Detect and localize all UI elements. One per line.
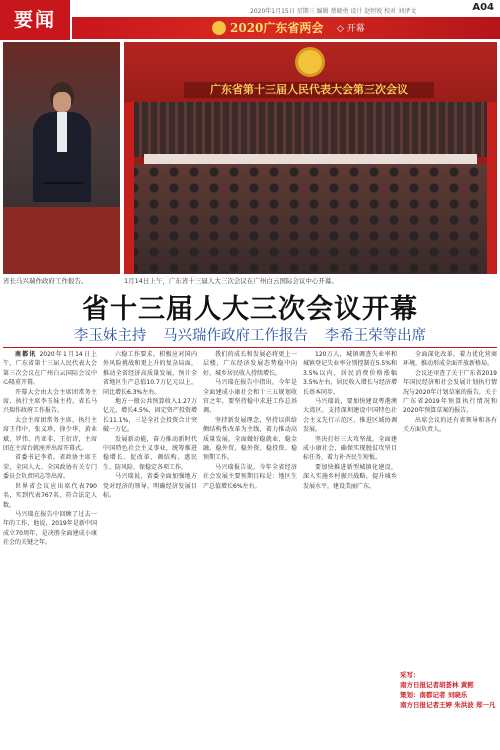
assembly-hall-photo bbox=[124, 42, 497, 274]
credit-line bbox=[400, 700, 496, 710]
column-4 bbox=[303, 350, 397, 746]
paragraph bbox=[3, 482, 97, 510]
paragraph-text: 全面深化改革，着力优化营商环境，推动形成全面开放新格局。 bbox=[403, 351, 497, 368]
paragraph bbox=[403, 369, 497, 416]
banner bbox=[72, 17, 500, 39]
credit-role: 南方日报记者 bbox=[400, 701, 439, 709]
credit-line bbox=[400, 670, 496, 680]
credit-names: 王婷 朱洪波 郑一凡 bbox=[439, 701, 496, 709]
paragraph-text: 120万人，城镇调查失业率和城镇登记失业率分别控制在5.5%和3.5%以内，居民消费价格涨幅3.5%左右，居民收入增长与经济增长基本同步。 bbox=[303, 351, 397, 396]
paragraph bbox=[3, 350, 97, 388]
page-number: A04 bbox=[472, 2, 494, 13]
paragraph bbox=[103, 435, 197, 473]
microphones bbox=[43, 182, 83, 210]
paragraph-text: 大会主席团常务主席、执行主席王伟中、张义珍、徐少华、黄业斌、罗伟、肖亚非、王衍诗，主席团在主席台就座并出席开幕式。 bbox=[3, 416, 97, 453]
paragraph-text: 开幕大会由大会主席团常务主席、执行主席李玉妹主持，省长马兴瑞作政府工作报告。 bbox=[3, 388, 97, 415]
paragraph-text: 马兴瑞在报告中回顾了过去一年的工作，他说，2019年是新中国成立70周年，是决胜全面建成小康社会的关键之年。 bbox=[3, 510, 97, 547]
credits bbox=[400, 670, 496, 710]
paragraph-text: 要加快推进新型城镇化建设，深入实施乡村振兴战略，提升城乡发展水平，建设美丽广东。 bbox=[303, 463, 397, 490]
audience-seats bbox=[124, 164, 497, 274]
paragraph-text: 世界省会议应出席代表790名，实到代表767名，符合法定人数。 bbox=[3, 482, 97, 509]
subhead-3: 李希王荣等出席 bbox=[324, 328, 427, 344]
paragraph bbox=[3, 510, 97, 548]
credit-role: 采写： bbox=[400, 671, 420, 679]
paragraph-text: 发展新动能，奋力推动新时代中国特色社会主义事业，统筹推进稳增长、促改革、调结构、惠民生、防风险、保稳定各项工作。 bbox=[103, 435, 197, 471]
headline: 省十三届人大三次会议开幕 bbox=[82, 294, 418, 325]
paragraph bbox=[303, 397, 397, 435]
credit-line bbox=[400, 690, 496, 700]
paragraph bbox=[303, 463, 397, 491]
paragraph bbox=[3, 416, 97, 454]
paragraph-text: 会议还审查了关于广东省2019年国民经济和社会发展计划执行情况与2020年计划草案的报告，关于广东省2019年预算执行情况和2020年预算草案的报告。 bbox=[403, 369, 497, 415]
banner-title: 2020广东省两会 bbox=[230, 21, 324, 35]
credit-line bbox=[400, 680, 496, 690]
column-2 bbox=[103, 350, 197, 746]
paragraph-text: 坚持新发展理念，坚持以供给侧结构性改革为主线，着力推动高质量发展，全面做好稳就业、稳金融、稳外贸、稳外资、稳投资、稳预期工作。 bbox=[203, 416, 297, 462]
paragraph-text: 我们的成长和发展必将更上一层楼，广东经济发展态势稳中向好，城乡居民收入持续增长。 bbox=[203, 351, 297, 377]
paragraph-text: 马兴瑞说，要加快建设粤港澳大湾区，支持深圳建设中国特色社会主义先行示范区，推进区域协调发展。 bbox=[303, 398, 397, 434]
podium bbox=[3, 207, 120, 274]
paragraph bbox=[403, 350, 497, 369]
paragraph-text: 马兴瑞说，省委全面加强地方党对经济的领导，明确经济发展目标。 bbox=[103, 473, 197, 500]
paragraph bbox=[103, 397, 197, 435]
paragraph bbox=[203, 463, 297, 491]
caption-left: 省长马兴瑞作政府工作报告。 bbox=[3, 277, 88, 285]
paragraph bbox=[3, 453, 97, 481]
paragraph bbox=[203, 378, 297, 416]
credit-role: 南方日报记者 bbox=[400, 681, 439, 689]
flag-left bbox=[124, 102, 134, 274]
banner-emblem-icon bbox=[212, 21, 226, 35]
paragraph bbox=[303, 350, 397, 397]
banner-subtitle: ◇ 开幕 bbox=[337, 24, 365, 34]
paragraph-text: 2020年1月14日上午，广东省第十三届人民代表大会第三次会议在广州白云国际会议中心隆重开幕。 bbox=[3, 351, 97, 387]
subhead-2: 马兴瑞作政府工作报告 bbox=[163, 328, 308, 344]
credit-names: 南都记者 刘晓乐 bbox=[419, 691, 468, 699]
stage-banner: 广东省第十三届人民代表大会第三次会议 bbox=[184, 82, 434, 98]
paragraph bbox=[403, 416, 497, 435]
paragraph bbox=[303, 435, 397, 463]
credit-role: 策划： bbox=[400, 691, 420, 699]
issue-meta: 2020年1月15日 星期三 编辑 蔡晓勇 设计 赵恒锐 校对 刘泽文 bbox=[250, 8, 417, 15]
paragraph-text: 马兴瑞在报告中指出，今年是全面建成小康社会和十三五规划收官之年，要坚持稳中求进工作总基调。 bbox=[203, 379, 297, 415]
page-header bbox=[0, 0, 500, 40]
presidium-table bbox=[144, 154, 477, 164]
paragraph bbox=[203, 350, 297, 378]
divider bbox=[3, 347, 497, 348]
paragraph bbox=[203, 416, 297, 463]
paragraph-text: 出席会议的还有省领导和各有关方面负责人。 bbox=[403, 416, 497, 434]
paragraph bbox=[103, 472, 197, 500]
paragraph-text: 六稳工作要求，积极应对国内外风险挑战和更上升的复杂局面，推动全省经济高质量发展，预计全省地区生产总值10.7万亿元以上，同比增长6.3%左右。 bbox=[103, 351, 197, 396]
flag-right bbox=[487, 102, 497, 274]
national-emblem-icon bbox=[298, 50, 322, 74]
paragraph-text: 地方一般公共预算收入1.27万亿元，增长4.5%，固定资产投资增长11.1%，三是全社会投资合计突破一万亿。 bbox=[103, 398, 197, 434]
paragraph bbox=[3, 388, 97, 416]
subhead-1: 李玉妹主持 bbox=[73, 328, 147, 344]
byline: 南都讯 bbox=[15, 351, 37, 358]
subheadline bbox=[0, 324, 500, 345]
speaker-photo bbox=[3, 42, 120, 274]
paragraph-text: 省委书记李希，省政协主席王荣，全国人大、全国政协有关专门委员会负责同志等出席。 bbox=[3, 454, 97, 481]
presidium-seats bbox=[124, 102, 497, 157]
paragraph bbox=[103, 350, 197, 397]
column-1 bbox=[3, 350, 97, 746]
paragraph-text: 坚决打好三大攻坚战，全面建成小康社会，确保实现脱贫攻坚目标任务，着力补齐民生短板。 bbox=[303, 435, 397, 462]
section-title: 要闻 bbox=[0, 0, 70, 40]
caption-main: 1月14日上午，广东省十三届人大三次会议在广州白云国际会议中心开幕。 bbox=[124, 277, 338, 285]
column-3 bbox=[203, 350, 297, 746]
credit-names: 胡荟林 黄熙 bbox=[439, 681, 474, 689]
paragraph-text: 马兴瑞报告说，今年全省经济社会发展主要预期目标是：地区生产总值增长6%左右。 bbox=[203, 463, 297, 490]
